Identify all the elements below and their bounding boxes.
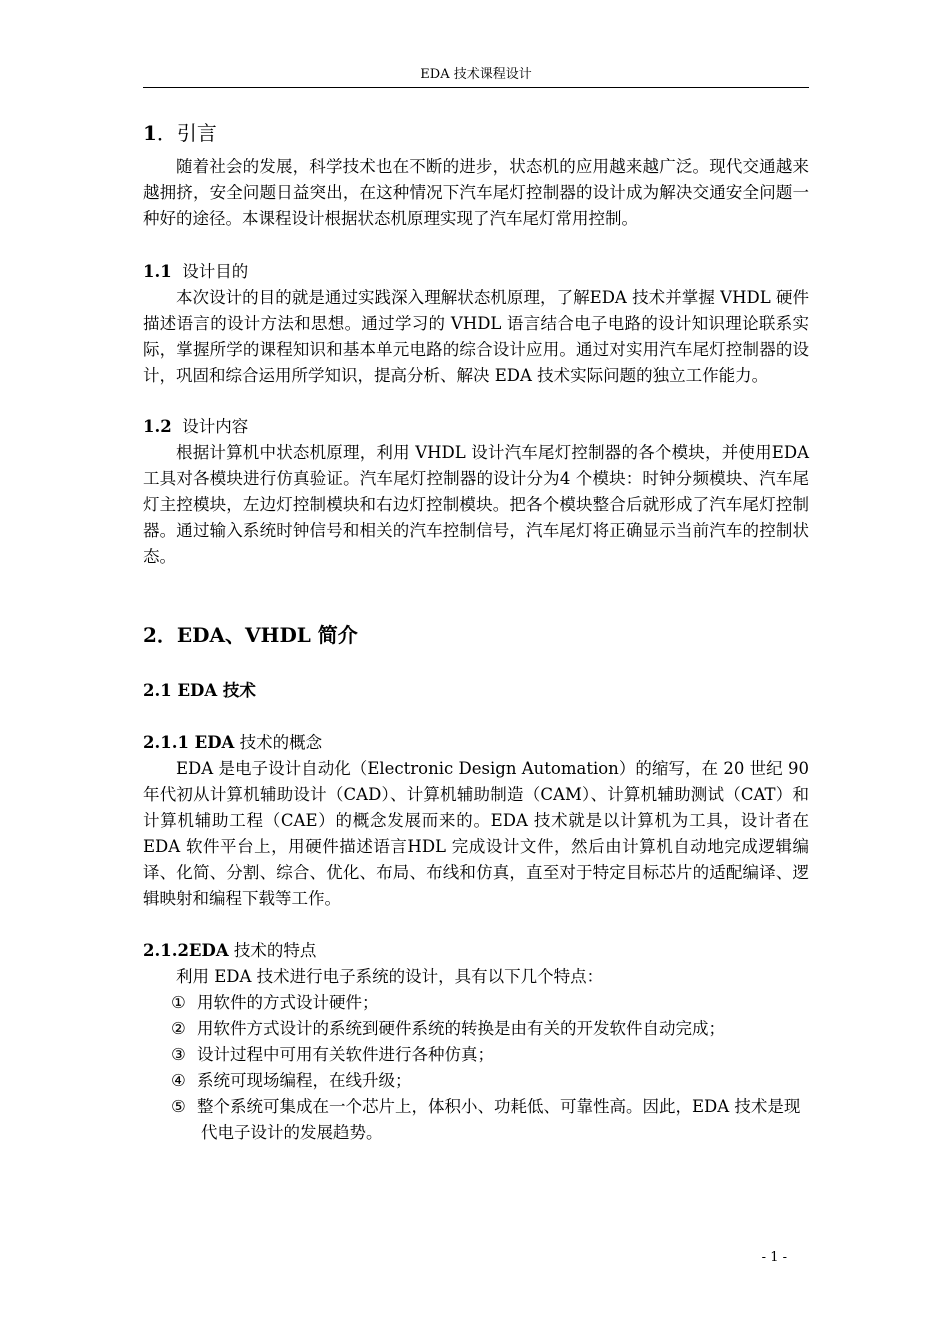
section-heading-2-1 xyxy=(143,678,809,704)
section-title: EDA、VHDL 简介 xyxy=(176,623,358,647)
list-item-text: 系统可现场编程，在线升级； xyxy=(197,1071,412,1090)
running-header: EDA 技术课程设计 xyxy=(420,67,532,82)
list-marker: ③ xyxy=(171,1045,186,1064)
section-title: 2.1 EDA 技术 xyxy=(143,681,256,700)
paragraph-intro: 随着社会的发展，科学技术也在不断的进步，状态机的应用越来越广泛。现代交通越来越拥挤，安全问题日益突出，在这种情况下汽车尾灯控制器的设计成为解决交通安全问题一种好的途径。本课程设计根据状态机原理实现了汽车尾灯常用控制。 xyxy=(143,157,809,228)
section-number: 2.1.2EDA xyxy=(143,941,229,960)
section-number-dot: ． xyxy=(156,623,177,647)
section-heading-2-1-1 xyxy=(143,730,809,756)
document-body xyxy=(143,118,809,1146)
section-title: 设计内容 xyxy=(182,417,249,436)
list-marker: ② xyxy=(171,1019,186,1038)
section-number: 1.1 xyxy=(143,262,172,281)
list-item-text: 用软件的方式设计硬件； xyxy=(197,993,379,1012)
paragraph-design-purpose: 本次设计的目的就是通过实践深入理解状态机原理，了解EDA 技术并掌握 VHDL 硬件描述语言的设计方法和思想。通过学习的 VHDL 语言结合电子电路的设计知识理论联系实际，掌握所学的课程知识和基本单元电路的综合设计应用。通过对实用汽车尾灯控制器的设计，巩固和综合运用所学知识，提高分析、解决 EDA 技术实际问题的独立工作能力。 xyxy=(143,288,809,385)
list-item xyxy=(143,990,809,1016)
list-marker: ④ xyxy=(171,1071,186,1090)
section-number: 1.2 xyxy=(143,417,172,436)
list-item-text: 用软件方式设计的系统到硬件系统的转换是由有关的开发软件自动完成； xyxy=(197,1019,725,1038)
list-item xyxy=(143,1042,809,1068)
section-title: 引言 xyxy=(176,121,217,145)
header-rule xyxy=(143,87,809,88)
list-marker: ⑤ xyxy=(171,1097,186,1116)
paragraph-eda-features-intro: 利用 EDA 技术进行电子系统的设计，具有以下几个特点： xyxy=(176,967,604,986)
list-item-text: 整个系统可集成在一个芯片上，体积小、功耗低、可靠性高。因此，EDA 技术是现代电子设计的发展趋势。 xyxy=(197,1097,801,1142)
list-item-text: 设计过程中可用有关软件进行各种仿真； xyxy=(197,1045,494,1064)
paragraph-eda-concept: EDA 是电子设计自动化（Electronic Design Automation）的缩写，在 20 世纪 90 年代初从计算机辅助设计（CAD）、计算机辅助制造（CAM）、计算机辅助测试（CAT）和计算机辅助工程（CAE）的概念发展而来的。EDA 技术就是以计算机为工具，设计者在EDA 软件平台上，用硬件描述语言HDL 完成设计文件，然后由计算机自动地完成逻辑编译、化简、分割、综合、优化、布局、布线和仿真，直至对于特定目标芯片的适配编译、逻辑映射和编程下载等工作。 xyxy=(143,759,809,908)
list-item xyxy=(143,1068,809,1094)
section-number: 2 xyxy=(143,623,157,647)
paragraph-design-content: 根据计算机中状态机原理，利用 VHDL 设计汽车尾灯控制器的各个模块，并使用EDA 工具对各模块进行仿真验证。汽车尾灯控制器的设计分为4 个模块：时钟分频模块、汽车尾灯主控模块，左边灯控制模块和右边灯控制模块。把各个模块整合后就形成了汽车尾灯控制器。通过输入系统时钟信号和相关的汽车控制信号，汽车尾灯将正确显示当前汽车的控制状态。 xyxy=(143,443,809,566)
section-title: 设计目的 xyxy=(182,262,249,281)
list-marker: ① xyxy=(171,993,186,1012)
section-number: 2.1.1 EDA xyxy=(143,733,235,752)
section-heading-1-1 xyxy=(143,259,809,285)
section-heading-1 xyxy=(143,118,809,148)
section-title: 技术的特点 xyxy=(233,941,317,960)
section-number: 1 xyxy=(143,121,157,145)
list-item xyxy=(143,1094,809,1146)
section-title: 技术的概念 xyxy=(239,733,323,752)
section-heading-2-1-2 xyxy=(143,938,809,964)
section-heading-1-2 xyxy=(143,414,809,440)
section-number-dot: ． xyxy=(156,121,177,145)
section-heading-2 xyxy=(143,620,809,650)
feature-list xyxy=(143,990,809,1146)
list-item xyxy=(143,1016,809,1042)
page-number: - 1 - xyxy=(761,1250,787,1265)
